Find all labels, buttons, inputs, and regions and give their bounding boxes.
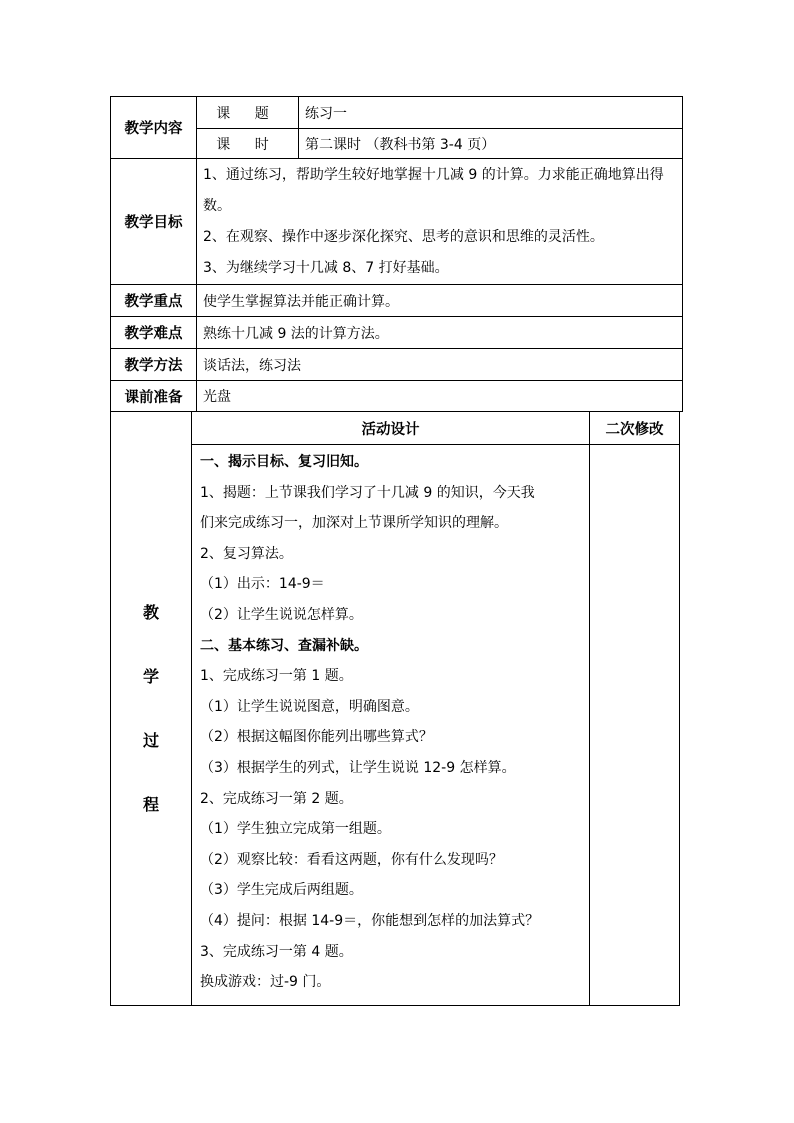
activity-line: （2）观察比较：看看这两题，你有什么发现吗？	[200, 851, 503, 868]
activity-line: 换成游戏：过-9 门。	[200, 974, 331, 991]
goal-item: 2、在观察、操作中逐步深化探究、思考的意识和思维的灵活性。	[203, 228, 604, 245]
activity-line: 2、复习算法。	[200, 545, 293, 562]
goal-item: 1、通过练习，帮助学生较好地掌握十几减 9 的计算。力求能正确地算出得数。	[203, 166, 664, 214]
period-label: 课 时	[197, 129, 299, 159]
prep-header: 课前准备	[111, 381, 197, 412]
key-value: 使学生掌握算法并能正确计算。	[197, 285, 683, 317]
activity-line: （2）让学生说说怎样算。	[200, 606, 363, 623]
goals-header: 教学目标	[111, 159, 197, 285]
teaching-process-table	[110, 411, 680, 1006]
side-char: 程	[142, 794, 159, 814]
topic-value: 练习一	[299, 97, 683, 129]
activity-line: （4）提问：根据 14-9＝，你能想到怎样的加法算式？	[200, 912, 540, 929]
activity-line: （1）让学生说说图意，明确图意。	[200, 698, 419, 715]
method-header: 教学方法	[111, 349, 197, 381]
activity-line: 们来完成练习一，加深对上节课所学知识的理解。	[200, 515, 508, 532]
topic-label: 课 题	[197, 97, 299, 129]
revision-header: 二次修改	[590, 412, 680, 445]
goal-item: 3、为继续学习十几减 8、7 打好基础。	[203, 259, 449, 276]
difficulty-header: 教学难点	[111, 317, 197, 349]
section-heading: 二、基本练习、查漏补缺。	[200, 637, 368, 654]
period-value: 第二课时 （教科书第 3-4 页）	[299, 129, 683, 159]
side-char: 过	[142, 730, 159, 750]
difficulty-value: 熟练十几减 9 法的计算方法。	[197, 317, 683, 349]
activity-line: 3、完成练习一第 4 题。	[200, 943, 353, 960]
method-value: 谈话法，练习法	[197, 349, 683, 381]
side-char: 教	[142, 602, 159, 622]
activity-line: （1）出示：14-9＝	[200, 576, 325, 593]
prep-value: 光盘	[197, 381, 683, 412]
activity-line: （1）学生独立完成第一组题。	[200, 821, 391, 838]
activity-content	[192, 445, 590, 1006]
activity-line: （2）根据这幅图你能列出哪些算式？	[200, 729, 433, 746]
activity-line: 1、揭题：上节课我们学习了十几减 9 的知识，今天我	[200, 484, 535, 501]
goals-cell	[197, 159, 683, 285]
activity-header: 活动设计	[192, 412, 590, 445]
activity-line: 2、完成练习一第 2 题。	[200, 790, 353, 807]
key-header: 教学重点	[111, 285, 197, 317]
activity-line: （3）根据学生的列式，让学生说说 12-9 怎样算。	[200, 759, 516, 776]
lesson-info-table	[110, 96, 683, 412]
revision-cell	[590, 445, 680, 1006]
side-char: 学	[142, 666, 159, 686]
section-heading: 一、揭示目标、复习旧知。	[200, 454, 368, 470]
activity-line: （3）学生完成后两组题。	[200, 882, 363, 899]
activity-line: 1、完成练习一第 1 题。	[200, 668, 353, 685]
process-side-label	[111, 412, 192, 1006]
content-header: 教学内容	[111, 97, 197, 159]
